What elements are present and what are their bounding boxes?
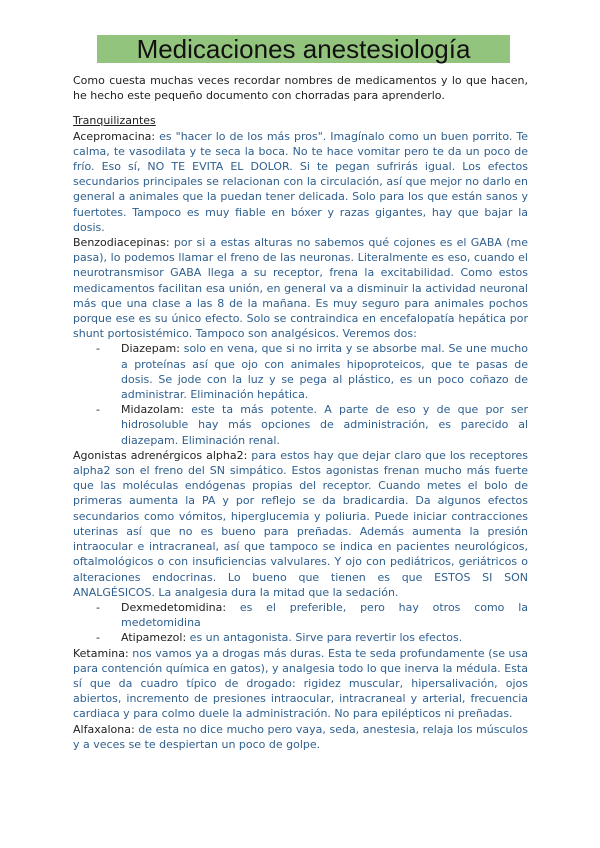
page-title: Medicaciones anestesiología bbox=[136, 34, 471, 64]
list-item bbox=[121, 630, 528, 645]
entry-term: Agonistas adrenérgicos alpha2: bbox=[73, 448, 248, 462]
item-description: es un antagonista. Sirve para revertir los efectos. bbox=[186, 631, 463, 645]
entry-term: Alfaxalona: bbox=[73, 722, 135, 736]
entry-benzodiacepinas bbox=[73, 235, 528, 341]
item-description: este ta más potente. A parte de eso y de que por ser hidrosoluble hay más opciones de administración, es parecido al diazepam. Eliminación renal. bbox=[121, 403, 528, 447]
item-description: solo en vena, que si no irrita y se absorbe mal. Se une mucho a proteínas así que ojo con animales hipoproteicos, que te pasas de dosis. Se jode con la luz y se pega al plástico, es un poco coñazo de administrar. Eliminación hepática. bbox=[121, 342, 528, 402]
entry-term: Acepromacina: bbox=[73, 129, 156, 143]
list-item bbox=[121, 402, 528, 448]
alpha2-list bbox=[73, 600, 528, 646]
item-term: Dexmedetomidina: bbox=[121, 600, 227, 614]
entry-alpha2 bbox=[73, 448, 528, 600]
entry-term: Ketamina: bbox=[73, 646, 129, 660]
entry-description: es "hacer lo de los más pros". Imagínalo como un buen porrito. Te calma, te vasodilata y te seca la boca. No te hace vomitar pero te da un poco de frío. Eso sí, NO TE EVITA EL DOLOR. Si te pegan sufrirás igual. Los efectos secundarios principales se relacionan con la circulación, así que mejor no darlo en general a animales que la puedan tener delicada. Solo para los que están sanos y fuertotes. Tampoco es muy fiable en bóxer y razas gigantes, hay que bajar la dosis. bbox=[73, 129, 528, 234]
entry-alfaxalona bbox=[73, 722, 528, 752]
item-description: es el preferible, pero hay otros como la medetomidina bbox=[121, 600, 528, 630]
item-term: Atipamezol: bbox=[121, 631, 187, 645]
item-term: Diazepam: bbox=[121, 342, 180, 356]
entry-term: Benzodiacepinas: bbox=[73, 236, 170, 250]
entry-acepromacina bbox=[73, 129, 528, 235]
item-term: Midazolam: bbox=[121, 403, 184, 417]
document-body bbox=[73, 73, 528, 752]
entry-description: nos vamos ya a drogas más duras. Esta te seda profundamente (se usa para contención química en gatos), y analgesia todo lo que inerva la médula. Esta sí que da cuadro típico de drogado: rigidez muscular, hipersalivación, ojos abiertos, incremento de presiones intraocular, intracraneal y arterial, frecuencia cardiaca y para colmo duele la administración. No para epilépticos ni preñadas. bbox=[73, 646, 528, 721]
section-heading: Tranquilizantes bbox=[73, 114, 156, 128]
entry-description: de esta no dice mucho pero vaya, seda, anestesia, relaja los músculos y a veces se te despiertan un poco de golpe. bbox=[73, 722, 528, 751]
entry-description: por si a estas alturas no sabemos qué cojones es el GABA (me pasa), lo podemos llamar el freno de las neuronas. Literalmente es eso, cuando el neurotransmisor GABA llega a su receptor, frena la excitabilidad. Como estos medicamentos facilitan esa unión, en general va a disminuir la actividad neuronal más que una clase a las 8 de la mañana. Es muy seguro para animales pochos porque ese es su único efecto. Solo se contraindica en encefalopatía hepática por shunt portosistémico. Tampoco son analgésicos. Veremos dos: bbox=[73, 236, 528, 341]
intro-paragraph: Como cuesta muchas veces recordar nombres de medicamentos y lo que hacen, he hecho este pequeño documento con chorradas para aprenderlo. bbox=[73, 74, 528, 103]
benzodiacepinas-list bbox=[73, 341, 528, 447]
entry-description: para estos hay que dejar claro que los receptores alpha2 son el freno del SN simpático. Estos agonistas frenan mucho más fuerte que las moléculas endógenas propias del receptor. Cuando metes el bolo de primeras aumenta la PA y por reflejo se da bradicardia. Da algunos efectos secundarios como vómitos, hiperglucemia y poliuria. Puede iniciar contracciones uterinas así que no es bueno para preñadas. Además aumenta la presión intraocular e intracraneal, así que tampoco se indica en pacientes neurológicos, oftalmológicos o con insuficiencias valvulares. Y ojo con pediátricos, geriátricos o alteraciones endocrinas. Lo bueno que tienen es que ESTOS SI SON ANALGÉSICOS. La analgesia dura la mitad que la sedación. bbox=[73, 448, 528, 599]
list-item bbox=[121, 600, 528, 630]
list-item bbox=[121, 341, 528, 402]
entry-ketamina bbox=[73, 646, 528, 722]
